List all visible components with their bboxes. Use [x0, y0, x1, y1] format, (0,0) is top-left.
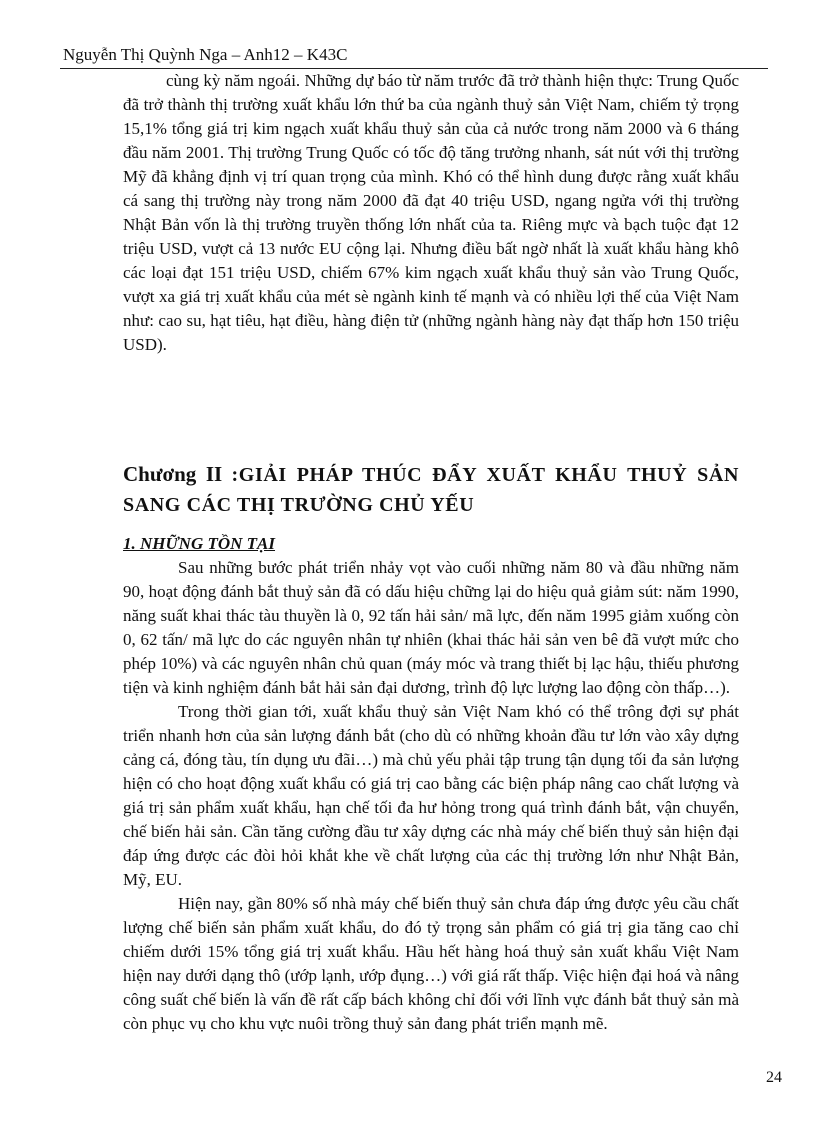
paragraph: Sau những bước phát triển nhảy vọt vào cuối những năm 80 và đầu những năm 90, hoạt động đánh bắt thuỷ sản đã có dấu hiệu chững lại do hiệu quả giảm sút: năm 1990, năng suất khai thác tàu thuyền là 0, 92 tấn hải sản/ mã lực, đến năm 1995 giảm xuống còn 0, 62 tấn/ mã lực do các nguyên nhân tự nhiên (khai thác hải sản ven bê đã vượt mức cho phép 10%) và các nguyên nhân chủ quan (máy móc và trang thiết bị lạc hậu, thiếu phương tiện và kinh nghiệm đánh bắt hải sản đại dương, trình độ lực lượng lao động còn thấp…).: [123, 558, 739, 697]
paragraph: Trong thời gian tới, xuất khẩu thuỷ sản Việt Nam khó có thể trông đợi sự phát triển nhanh hơn của sản lượng đánh bắt (cho dù có những khoản đầu tư lớn vào xây dựng cảng cá, đóng tàu, tín dụng ưu đãi…) mà chủ yếu phải tập trung tận dụng tối đa sản lượng hiện có cho hoạt động xuất khẩu có giá trị cao bằng các biện pháp nâng cao chất lượng và giá trị sản phẩm xuất khẩu, hạn chế tối đa hư hỏng trong quá trình đánh bắt, vận chuyển, chế biến hải sản. Cần tăng cường đầu tư xây dựng các nhà máy chế biến thuỷ sản hiện đại đáp ứng được các đòi hỏi khắt khe về chất lượng của các thị trường lớn như Nhật Bản, Mỹ, EU.: [123, 702, 739, 889]
chapter-number: Chương II: [123, 462, 223, 486]
chapter-title: :GIẢI PHÁP THÚC ĐẨY XUẤT KHẨU THUỶ SẢN SANG CÁC THỊ TRƯỜNG CHỦ YẾU: [123, 464, 739, 516]
section-heading: 1. NHỮNG TỒN TẠI: [123, 534, 276, 553]
page-header: Nguyễn Thị Quỳnh Nga – Anh12 – K43C: [63, 45, 348, 64]
document-body: [123, 69, 739, 1036]
paragraph-continuation: cùng kỳ năm ngoái. Những dự báo từ năm trước đã trở thành hiện thực: Trung Quốc đã trở thành thị trường xuất khẩu lớn thứ ba của ngành thuỷ sản Việt Nam, chiếm tỷ trọng 15,1% tổng giá trị kim ngạch xuất khẩu thuỷ sản của cả nước trong năm 2000 và 6 tháng đầu năm 2001. Thị trường Trung Quốc có tốc độ tăng trưởng nhanh, sát nút với thị trường Mỹ đã khẳng định vị trí quan trọng của mình. Khó có thể hình dung được rằng xuất khẩu cá sang thị trường này trong năm 2000 đã đạt 40 triệu USD, ngang ngửa với thị trường Nhật Bản vốn là thị trường truyền thống lớn nhất của ta. Riêng mực và bạch tuộc đạt 12 triệu USD, vượt cả 13 nước EU cộng lại. Nhưng điều bất ngờ nhất là xuất khẩu hàng khô các loại đạt 151 triệu USD, chiếm 67% kim ngạch xuất khẩu thuỷ sản vào Trung Quốc, vượt xa giá trị xuất khẩu của mét sè ngành kinh tế mạnh và có nhiều lợi thế của Việt Nam như: cao su, hạt tiêu, hạt điều, hàng điện tử (những ngành hàng này đạt thấp hơn 150 triệu USD).: [123, 71, 739, 354]
page-number: 24: [766, 1069, 782, 1086]
paragraph: Hiện nay, gần 80% số nhà máy chế biến thuỷ sản chưa đáp ứng được yêu cầu chất lượng chế biến sản phẩm xuất khẩu, do đó tỷ trọng sản phẩm có giá trị gia tăng cao chỉ chiếm dưới 15% tổng giá trị xuất khẩu. Hầu hết hàng hoá thuỷ sản xuất khẩu Việt Nam hiện nay dưới dạng thô (ướp lạnh, ướp đụng…) với giá rất thấp. Việc hiện đại hoá và nâng công suất chế biến là vấn đề rất cấp bách không chỉ đối với lĩnh vực đánh bắt thuỷ sản mà còn phục vụ cho khu vực nuôi trồng thuỷ sản đang phát triển mạnh mẽ.: [123, 894, 739, 1033]
chapter-heading: [123, 459, 739, 520]
